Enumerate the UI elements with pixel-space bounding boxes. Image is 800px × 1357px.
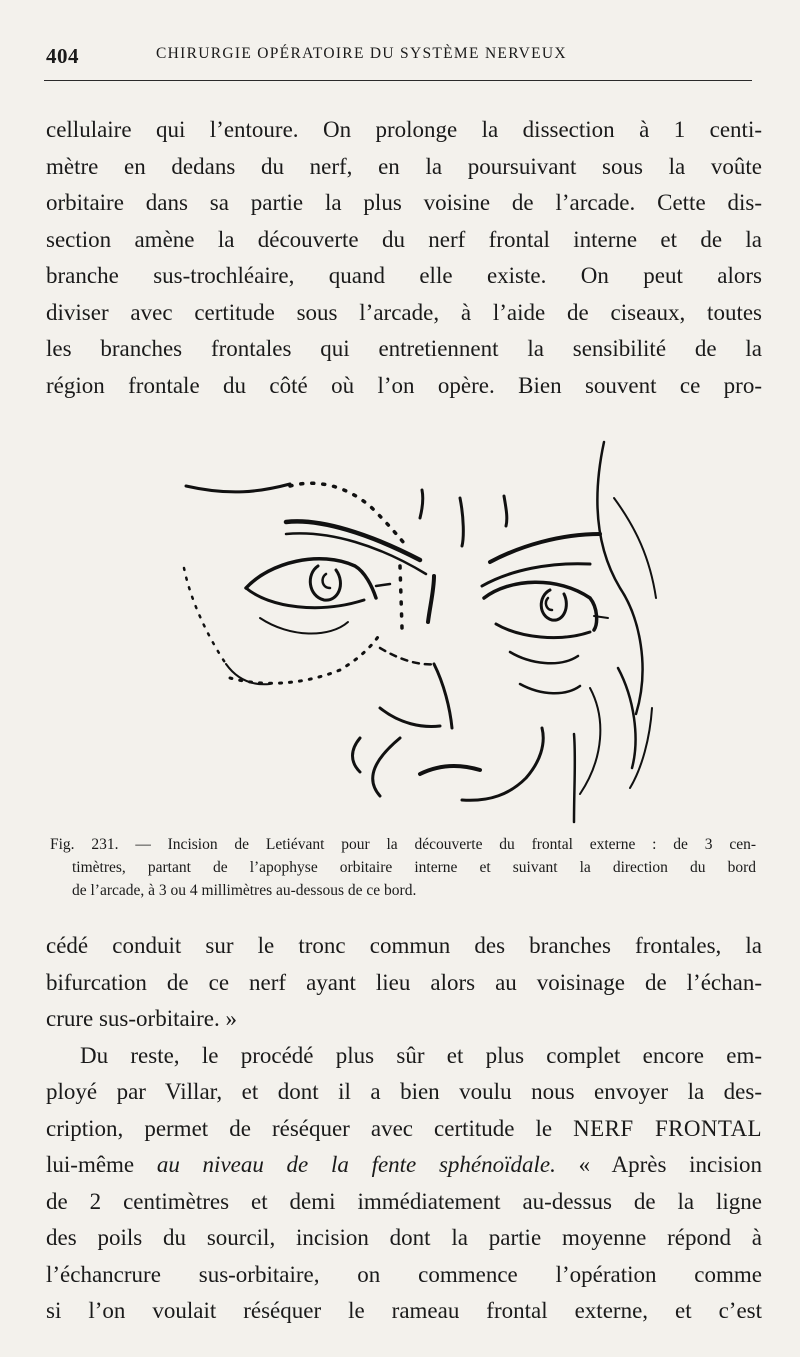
figure-caption [50,833,756,902]
text-line: Du reste, le procédé plus sûr et plus complet encore em- [80,1042,762,1068]
text-line: mètre en dedans du nerf, en la poursuivant sous la voûte [46,153,762,179]
caption-line: Fig. 231. — Incision de Letiévant pour la découverte du frontal externe : de 3 cen- [50,836,756,853]
caption-line: de l’arcade, à 3 ou 4 millimètres au-dessous de ce bord. [72,882,417,899]
left-eye-iris [310,566,340,600]
text-line: diviser avec certitude sous l’arcade, à l’aide de ciseaux, toutes [46,299,762,325]
paragraph-bottom [46,928,762,1330]
page-header [46,38,752,78]
text-run: « Après incision [555,1152,762,1177]
nose-line [434,664,452,728]
header-rule [44,80,752,81]
text-run: lui-même [46,1152,157,1177]
running-title: CHIRURGIE OPÉRATOIRE DU SYSTÈME NERVEUX [156,45,567,62]
incision-dotted-line [290,483,408,548]
text-line: l’échancrure sus-orbitaire, on commence l’opération comme [46,1261,762,1287]
text-line-with-smallcaps [46,1111,762,1148]
text-line: ployé par Villar, et dont il a bien voulu nous envoyer la des- [46,1079,762,1104]
text-run: cription, permet de réséquer avec certitude le [46,1115,574,1141]
text-line: bifurcation de ce nerf ayant lieu alors au voisinage de l’échan- [46,969,762,995]
left-eye-lower-lid [246,588,364,608]
text-line: section amène la découverte du nerf frontal interne et de la [46,226,762,252]
caption-line: timètres, partant de l’apophyse orbitaire interne et suivant la direction du bord [72,859,756,876]
figure-face-illustration [150,438,670,828]
left-cheek-dotted [184,568,226,664]
text-line: région frontale du côté où l’on opère. Bien souvent ce pro- [46,372,762,398]
italic-phrase: au niveau de la fente sphénoïdale. [156,1152,556,1177]
text-line: des poils du sourcil, incision dont la partie moyenne répond à [46,1225,762,1250]
text-line: cellulaire qui l’entoure. On prolonge la dissection à 1 centi- [46,117,762,142]
text-line-with-italic [46,1147,762,1184]
right-brow [490,534,600,562]
left-brow-line [186,484,290,492]
right-eye-lower-lid [496,624,590,638]
text-line: branche sus-trochléaire, quand elle existe. On peut alors [46,263,762,288]
smallcaps-term: NERF FRONTAL [573,1115,762,1141]
text-line: de 2 centimètres et demi immédiatement au-dessus de la ligne [46,1188,762,1214]
forehead-wrinkle [420,490,423,518]
page-number: 404 [46,44,79,68]
paragraph-top [46,112,762,404]
text-line: les branches frontales qui entretiennent la sensibilité de la [46,336,762,361]
text-line: orbitaire dans sa partie la plus voisine de l’arcade. Cette dis- [46,190,762,215]
text-line: crure sus-orbitaire. » [46,1006,237,1031]
mouth-line [420,766,480,774]
text-line: si l’on voulait réséquer le rameau frontal externe, et c’est [46,1298,762,1323]
text-line: cédé conduit sur le tronc commun des branches frontales, la [46,933,762,958]
